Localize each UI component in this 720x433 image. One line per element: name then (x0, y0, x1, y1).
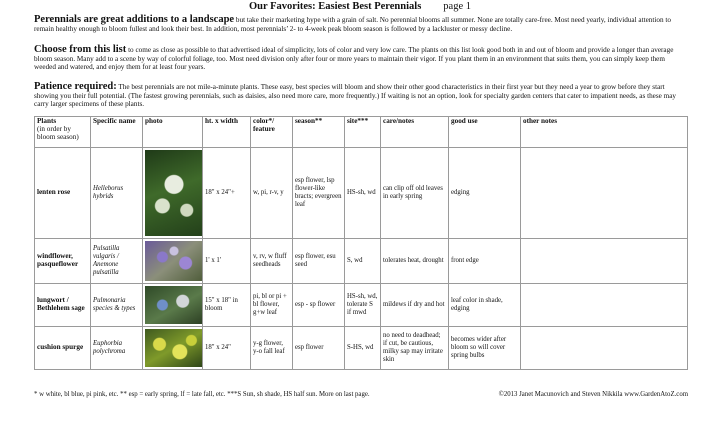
cell-season: esp - sp flower (293, 284, 345, 327)
intro-lead-1: Perennials are great additions to a landscape (34, 14, 235, 25)
intro-lead-2: Choose from this list (34, 44, 127, 55)
header-season: season** (293, 117, 345, 148)
cell-site: S-HS, wd (345, 327, 381, 370)
cell-common: cushion spurge (35, 327, 91, 370)
cell-color: pi, bl or pi + bl flower, g+w leaf (251, 284, 293, 327)
footer-copyright: ©2013 Janet Macunovich and Steven Nikkila www.GardenAtoZ.com (498, 391, 688, 398)
cell-care: tolerates heat, drought (381, 239, 449, 284)
header-care: care/notes (381, 117, 449, 148)
table-row (35, 148, 688, 239)
cell-common: lenten rose (35, 148, 91, 239)
intro-paragraph-3 (34, 83, 684, 109)
cell-scientific: Pulsatilla vulgaris / Anemone pulsatilla (91, 239, 143, 284)
cell-size: 18" x 24"+ (203, 148, 251, 239)
header-color: color*/ feature (251, 117, 293, 148)
cell-photo (143, 327, 203, 370)
windflower-photo (145, 241, 203, 281)
cell-color: y-g flower, y-o fall leaf (251, 327, 293, 370)
cell-color: v, rv, w fluff seedheads (251, 239, 293, 284)
cell-common: windflower, pasqueflower (35, 239, 91, 284)
lenten-rose-photo (145, 150, 203, 236)
table-header-row (35, 117, 688, 148)
cell-site: HS-sh, wd, tolerate S if mwd (345, 284, 381, 327)
title-text: Our Favorites: Easiest Best Perennials (249, 1, 422, 12)
cell-season: esp flower, esu seed (293, 239, 345, 284)
cell-site: HS-sh, wd (345, 148, 381, 239)
cell-scientific: Pulmonaria species & types (91, 284, 143, 327)
cell-color: w, pi, r-v, y (251, 148, 293, 239)
cell-care: mildews if dry and hot (381, 284, 449, 327)
intro-paragraph-1 (34, 16, 684, 33)
cell-photo (143, 239, 203, 284)
intro-text-3: The best perennials are not mile-a-minute plants. These easy, best species will bloom and show their other good characteristics in their first year but they need a year to grow before they start showing you their full potential. (The fastest growing perennials, such as daisies, also need more care, more frequently.) If waiting is not an option, look for specialty garden centers that cater to impatient needs, as these may carry larger specimens of these plants. (34, 83, 677, 109)
header-photo: photo (143, 117, 203, 148)
cell-scientific: Euphorbia polychroma (91, 327, 143, 370)
cell-photo (143, 284, 203, 327)
cell-use: front edge (449, 239, 521, 284)
cell-season: esp flower, lsp flower-like bracts; evergreen leaf (293, 148, 345, 239)
header-plants: Plants (in order by bloom season) (35, 117, 91, 148)
intro-text-1: but take their marketing hype with a grain of salt. No perennial blooms all summer. None are totally care-free. Most need yearly, individual attention to remain healthy enough to bloom fullest and look their best. In addition, most perennials’ 2- to 4-week peak bloom season is followed by a lackluster or messy decline. (34, 16, 671, 33)
intro-text-2: to come as close as possible to that advertised ideal of simplicity, lots of color and very low care. The plants on this list look good both in and out of bloom and provide a longer than average bloom season. Many add to a scene by way of colorful foliage, too. Most need division only after four or more years to maintain their vigor. If you plant them in an environment that suits them, you can simply keep them weeded and watered, and enjoy them for at least four years. (34, 46, 674, 72)
lungwort-photo (145, 286, 203, 324)
page-number: page 1 (443, 1, 471, 12)
cell-size: 1' x 1' (203, 239, 251, 284)
cell-care: can clip off old leaves in early spring (381, 148, 449, 239)
cell-other (521, 148, 688, 239)
cell-use: becomes wider after bloom so will cover spring bulbs (449, 327, 521, 370)
table-row (35, 284, 688, 327)
cell-common: lungwort / Bethlehem sage (35, 284, 91, 327)
cell-photo (143, 148, 203, 239)
intro-lead-3: Patience required: (34, 81, 117, 92)
table-row (35, 239, 688, 284)
page-title (0, 1, 720, 12)
cell-other (521, 239, 688, 284)
header-plants-sub: (in order by bloom season) (37, 124, 79, 141)
cell-other (521, 327, 688, 370)
cushion-spurge-photo (145, 329, 203, 367)
header-specific-name: Specific name (91, 117, 143, 148)
perennials-table (34, 116, 688, 370)
cell-site: S, wd (345, 239, 381, 284)
footer-legend: * w white, bl blue, pi pink, etc. ** esp = early spring, lf = late fall, etc. ***S Sun, sh shade, HS half sun. More on last page. (34, 391, 370, 398)
header-size: ht. x width (203, 117, 251, 148)
cell-care: no need to deadhead; if cut, be cautious, milky sap may irritate skin (381, 327, 449, 370)
table-row (35, 327, 688, 370)
cell-use: edging (449, 148, 521, 239)
header-site: site*** (345, 117, 381, 148)
cell-size: 18" x 24" (203, 327, 251, 370)
header-other: other notes (521, 117, 688, 148)
intro-paragraph-2 (34, 46, 684, 72)
cell-other (521, 284, 688, 327)
cell-size: 15" x 18" in bloom (203, 284, 251, 327)
header-use: good use (449, 117, 521, 148)
cell-season: esp flower (293, 327, 345, 370)
cell-scientific: Helleborus hybrids (91, 148, 143, 239)
cell-use: leaf color in shade, edging (449, 284, 521, 327)
